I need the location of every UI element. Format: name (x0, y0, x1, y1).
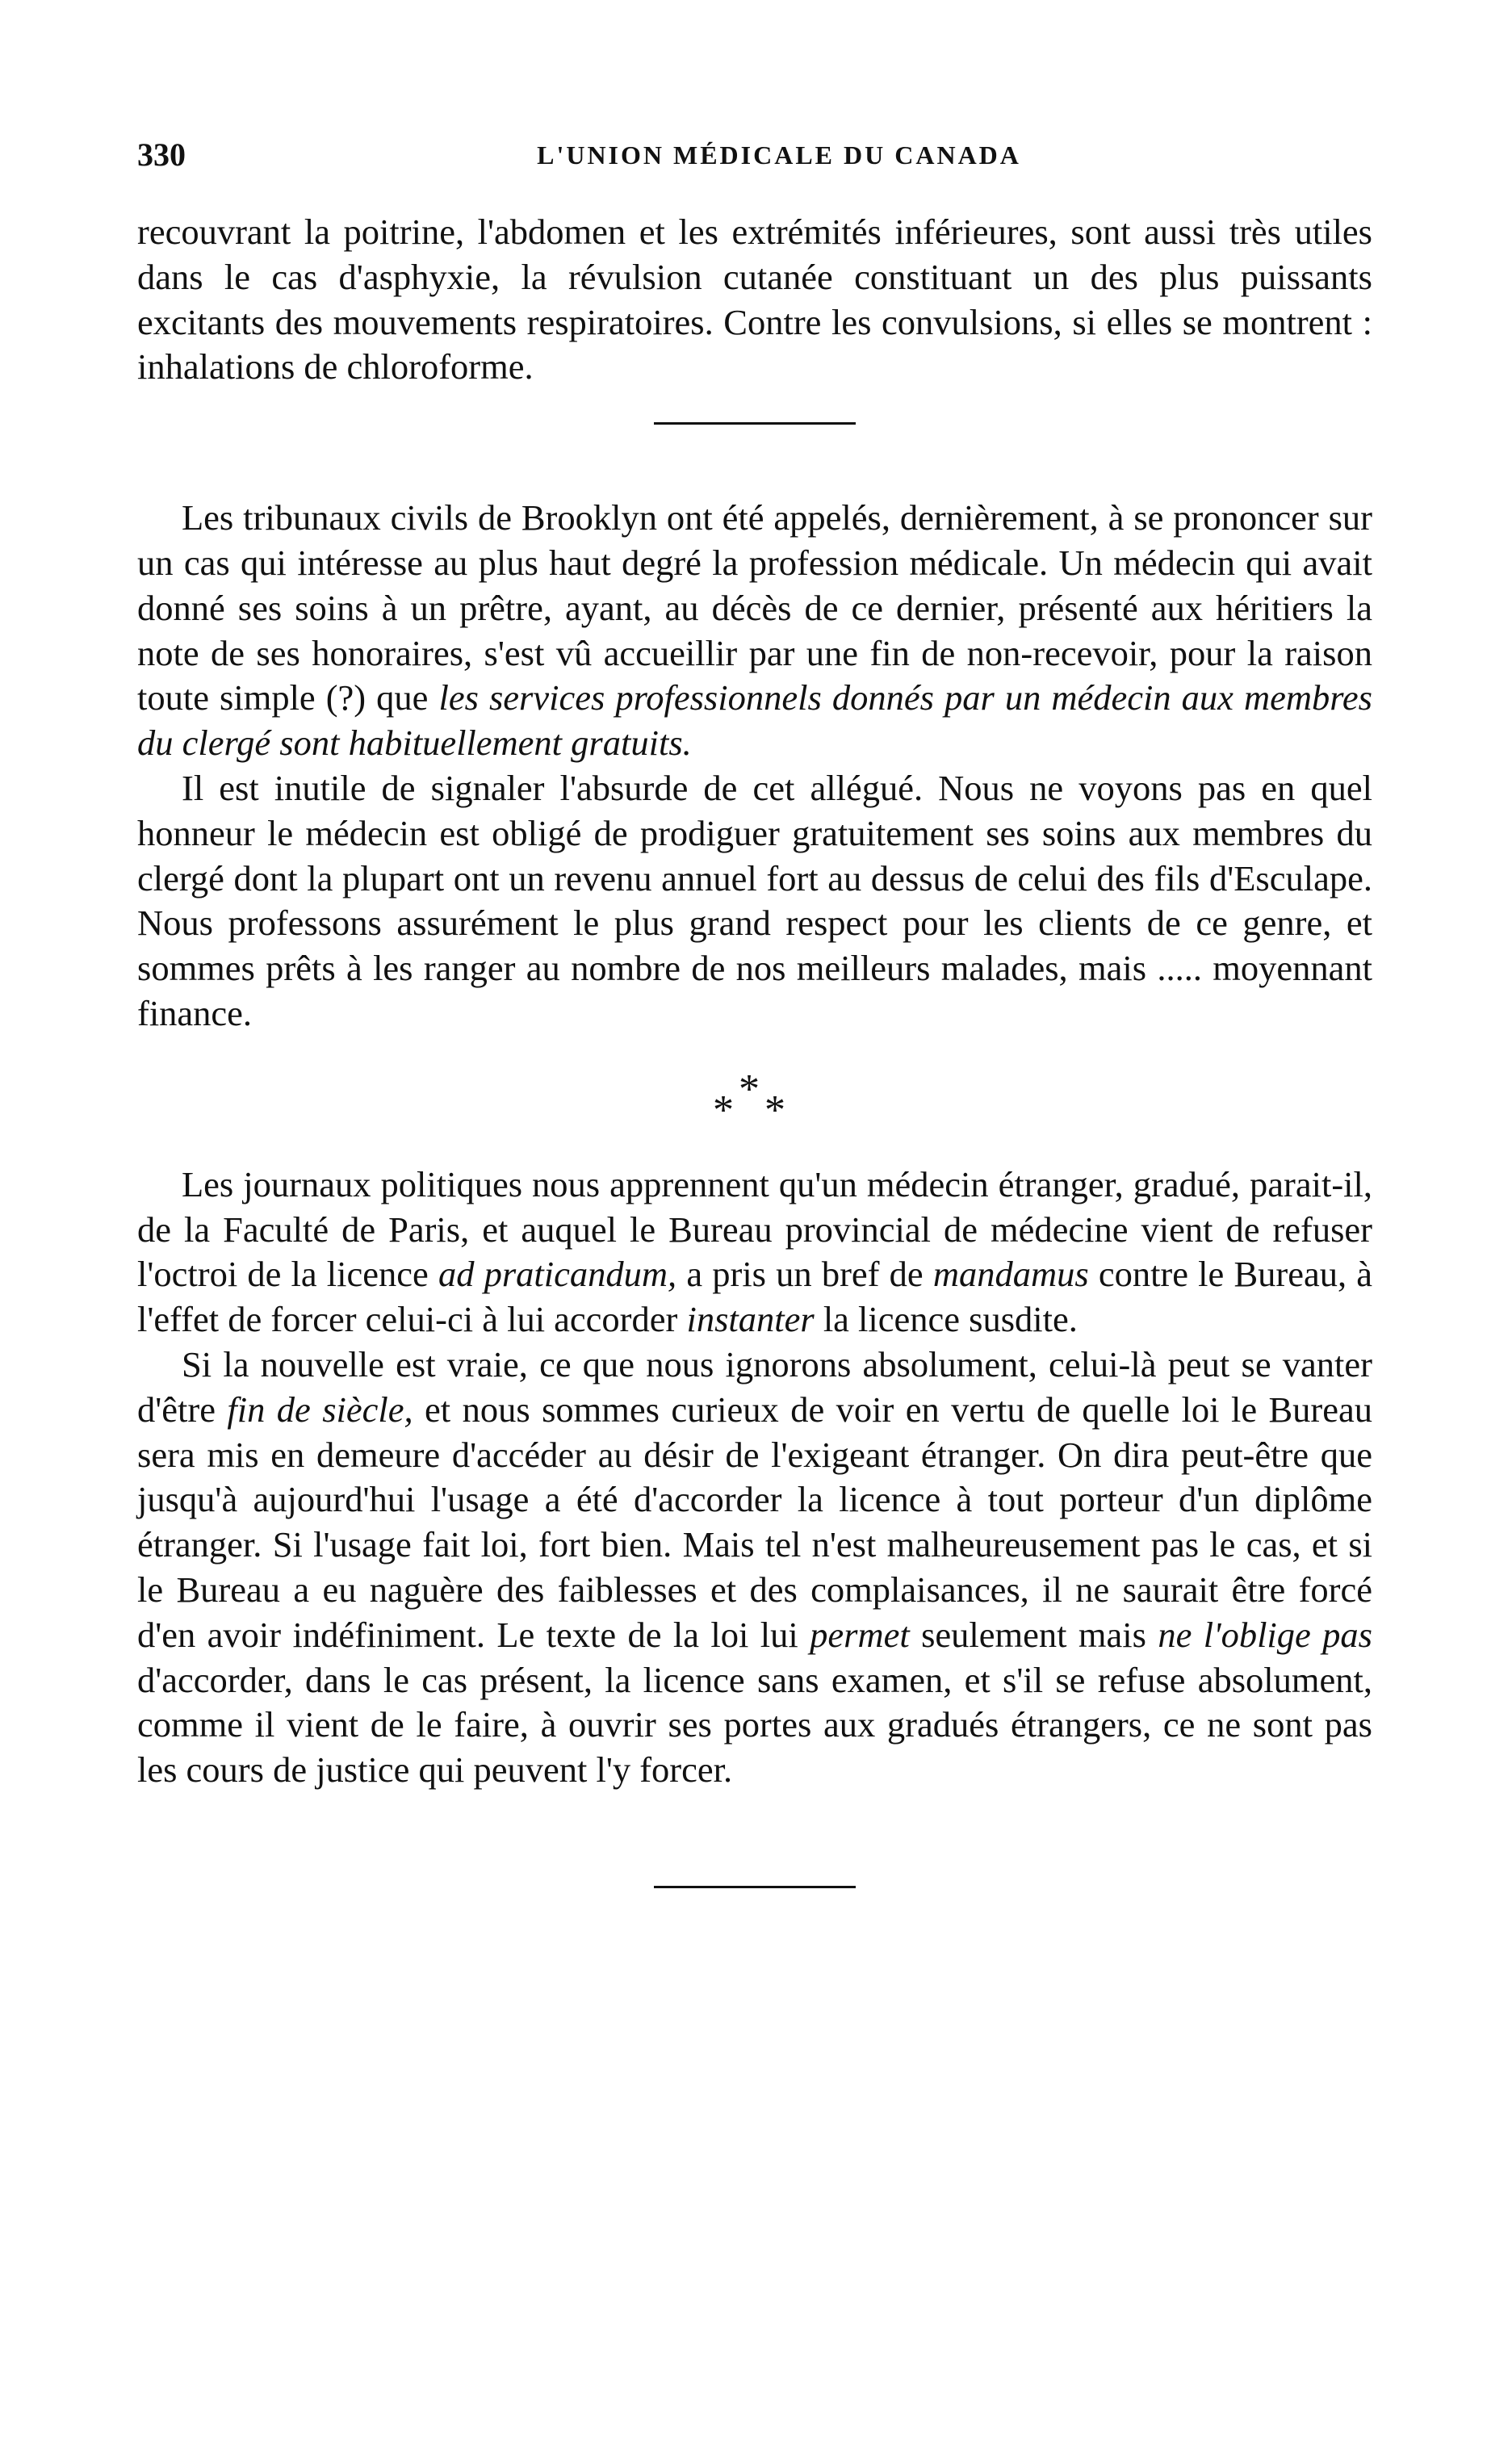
running-title: L'UNION MÉDICALE DU CANADA (537, 140, 1021, 170)
asterisk: * (713, 1087, 734, 1133)
italic-term: permet (810, 1614, 910, 1655)
section-divider (654, 422, 856, 425)
page-number: 330 (137, 136, 186, 173)
paragraph-asphyxia-treatment: recouvrant la poitrine, l'abdomen et les extrémités inférieures, sont aussi très utiles dans le cas d'asphyxie, la révulsion cutanée constituant un des plus puissants excitants des mouvements respiratoires. Contre les convulsions, si elles se montrent : inhalations de chloroforme. (137, 212, 1372, 387)
asterisk: * (764, 1087, 785, 1133)
article-body (137, 210, 1372, 1888)
italic-term: instanter (686, 1299, 815, 1340)
italic-term: mandamus (932, 1254, 1089, 1295)
text-run: d'accorder, dans le cas présent, la licence sans examen, et s'il se refuse absolument, comme il vient de le faire, à ouvrir ses portes aux gradués étrangers, ce ne sont pas les cours de justice qui peuvent l'y forcer. (137, 1659, 1372, 1791)
italic-quote: les services professionnels donnés par un médecin aux membres du clergé sont habituellement gratuits. (137, 677, 1372, 764)
asterisk: * (739, 1066, 760, 1112)
text-run: Les tribunaux civils de Brooklyn ont été appelés, dernièrement, à se prononcer sur un cas qui intéresse au plus haut degré la profession médicale. Un médecin qui avait donné ses soins à un prêtre, ayant, au décès de ce dernier, présenté aux héritiers la note de ses honoraires, s'est vû accueillir par une fin de non-recevoir, pour la raison toute simple (?) que (137, 497, 1372, 718)
text-run: Si la nouvelle est vraie, ce que nous ignorons absolument, celui-là peut se vanter d'être (137, 1343, 1372, 1430)
text-run: contre le Bureau, à l'effet de forcer celui-ci à lui accorder (137, 1254, 1372, 1340)
text-run: la licence susdite. (814, 1299, 1078, 1340)
text-run: Les journaux politiques nous apprennent qu'un médecin étranger, gradué, parait-il, de la Faculté de Paris, et auquel le Bureau provincial de médecine vient de refuser l'octroi de la licence (137, 1163, 1372, 1295)
paragraph-commentary: Il est inutile de signaler l'absurde de cet allégué. Nous ne voyons pas en quel honneur le médecin est obligé de prodiguer gratuitement ses soins aux membres du clergé dont la plupart ont un revenu annuel fort au dessus de celui des fils d'Esculape. Nous professons assurément le plus grand respect pour les clients de ce genre, et sommes prêts à les ranger au nombre de nos meilleurs malades, mais ..... moyennant finance. (137, 767, 1372, 1033)
italic-term: fin de siècle, (227, 1389, 413, 1430)
paragraph-foreign-doctor (137, 1162, 1372, 1343)
page (137, 121, 1372, 1888)
paragraph-brooklyn-tribunal (137, 496, 1372, 766)
italic-term: ad praticandum, (438, 1254, 677, 1295)
section-divider (654, 1886, 856, 1888)
page-header (137, 121, 1372, 178)
italic-term: ne l'oblige pas (1158, 1614, 1372, 1655)
text-run: seulement mais (909, 1614, 1158, 1655)
text-run: et nous sommes curieux de voir en vertu de quelle loi le Bureau sera mis en demeure d'accéder au désir de l'exigeant étranger. On dira peut-être que jusqu'à aujourd'hui l'usage a été d'accorder la licence à tout porteur d'un diplôme étranger. Si l'usage fait loi, fort bien. Mais tel n'est malheureusement pas le cas, et si le Bureau a eu naguère des faiblesses et des complaisances, il ne saurait être forcé d'en avoir indéfiniment. Le texte de la loi lui (137, 1389, 1372, 1655)
text-run: a pris un bref de (676, 1254, 933, 1295)
asterism-separator (706, 1066, 803, 1138)
paragraph-bureau-law (137, 1343, 1372, 1793)
